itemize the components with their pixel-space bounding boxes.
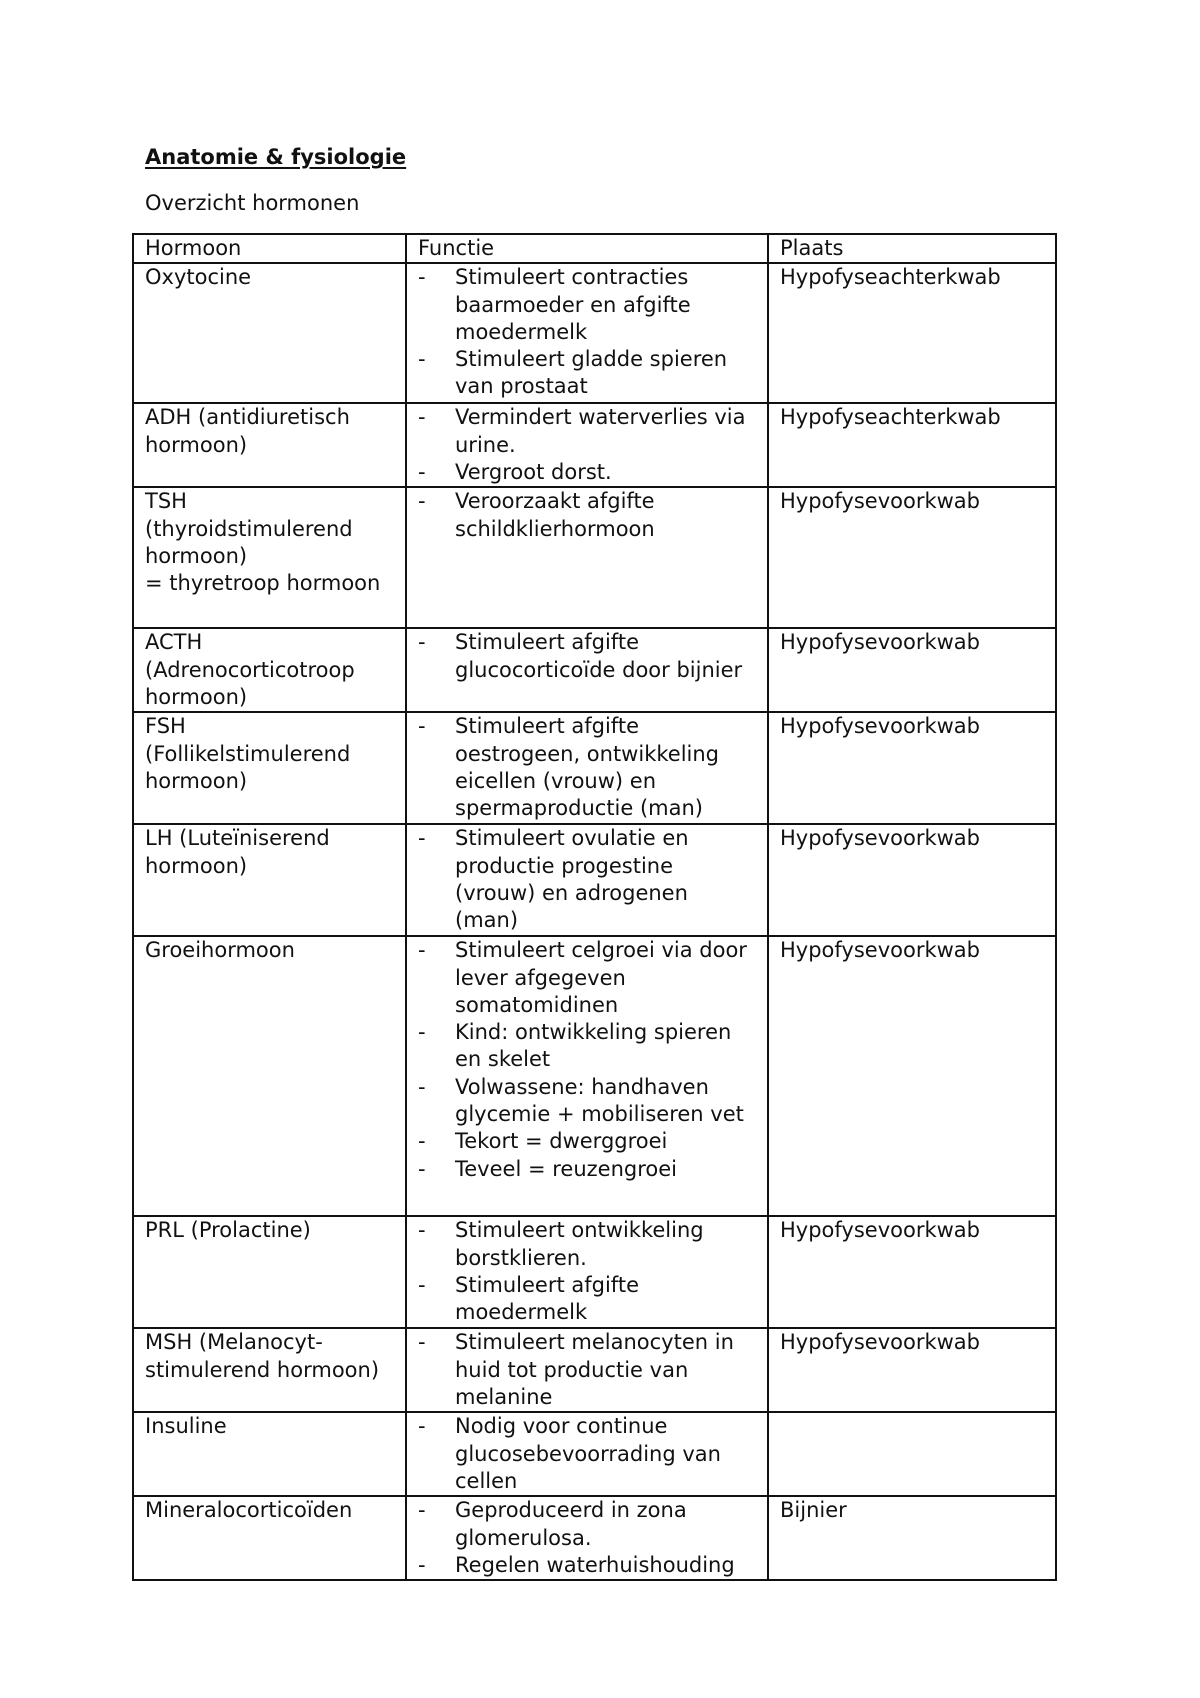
function-item: - Stimuleert gladde spieren van prostaat xyxy=(418,346,757,401)
function-item: - Nodig voor continue glucosebevoorrading van cellen xyxy=(418,1413,757,1495)
function-item: - Stimuleert afgifte glucocorticoïde door bijnier xyxy=(418,629,757,684)
function-list xyxy=(418,1217,757,1326)
place-cell: Bijnier xyxy=(768,1496,1056,1580)
table-row xyxy=(133,628,1056,712)
table-row xyxy=(133,712,1056,824)
table-row xyxy=(133,1412,1056,1496)
function-item: - Regelen waterhuishouding xyxy=(418,1552,757,1579)
place-cell: Hypofysevoorkwab xyxy=(768,712,1056,824)
function-list xyxy=(418,629,757,684)
function-cell xyxy=(406,1412,768,1496)
function-cell xyxy=(406,936,768,1216)
function-item: - Tekort = dwerggroei xyxy=(418,1128,757,1155)
function-cell xyxy=(406,1216,768,1328)
function-item: - Stimuleert melanocyten in huid tot productie van melanine xyxy=(418,1329,757,1411)
function-item: - Kind: ontwikkeling spieren en skelet xyxy=(418,1019,757,1074)
function-item: - Stimuleert contracties baarmoeder en afgifte moedermelk xyxy=(418,264,757,346)
table-row xyxy=(133,403,1056,487)
hormone-cell: Mineralocorticoïden xyxy=(133,1496,406,1580)
function-item: - Stimuleert celgroei via door lever afgegeven somatomidinen xyxy=(418,937,757,1019)
hormone-cell: Insuline xyxy=(133,1412,406,1496)
function-item: - Stimuleert afgifte oestrogeen, ontwikkeling eicellen (vrouw) en spermaproductie (man) xyxy=(418,713,757,822)
hormone-cell: Oxytocine xyxy=(133,263,406,403)
hormone-cell: LH (Luteïniserend hormoon) xyxy=(133,824,406,936)
place-cell: Hypofyseachterkwab xyxy=(768,403,1056,487)
document-title: Anatomie & fysiologie xyxy=(145,145,407,169)
function-cell xyxy=(406,824,768,936)
table-row xyxy=(133,487,1056,628)
column-header-place: Plaats xyxy=(768,234,1056,263)
function-item: - Veroorzaakt afgifte schildklierhormoon xyxy=(418,488,757,543)
function-list xyxy=(418,825,757,934)
function-item: - Stimuleert ovulatie en productie progestine (vrouw) en adrogenen (man) xyxy=(418,825,757,934)
column-header-hormone: Hormoon xyxy=(133,234,406,263)
function-item: - Vermindert waterverlies via urine. xyxy=(418,404,757,459)
hormone-cell: FSH (Follikelstimulerend hormoon) xyxy=(133,712,406,824)
table-row xyxy=(133,936,1056,1216)
table-header-row xyxy=(133,234,1056,263)
place-cell: Hypofyseachterkwab xyxy=(768,263,1056,403)
place-cell: Hypofysevoorkwab xyxy=(768,824,1056,936)
table-row xyxy=(133,1216,1056,1328)
function-list xyxy=(418,713,757,822)
function-list xyxy=(418,1329,757,1411)
place-cell: Hypofysevoorkwab xyxy=(768,628,1056,712)
table-row xyxy=(133,1496,1056,1580)
place-cell: Hypofysevoorkwab xyxy=(768,936,1056,1216)
function-item: - Geproduceerd in zona glomerulosa. xyxy=(418,1497,757,1552)
hormone-cell: ACTH (Adrenocorticotroop hormoon) xyxy=(133,628,406,712)
function-cell xyxy=(406,1328,768,1412)
function-cell xyxy=(406,403,768,487)
hormone-cell: PRL (Prolactine) xyxy=(133,1216,406,1328)
function-list xyxy=(418,937,757,1183)
function-list xyxy=(418,1413,757,1495)
function-cell xyxy=(406,1496,768,1580)
hormone-cell: TSH (thyroidstimulerend hormoon) = thyretroop hormoon xyxy=(133,487,406,628)
function-item: - Vergroot dorst. xyxy=(418,459,757,486)
place-cell: Hypofysevoorkwab xyxy=(768,487,1056,628)
place-cell: Hypofysevoorkwab xyxy=(768,1328,1056,1412)
function-cell xyxy=(406,487,768,628)
function-list xyxy=(418,1497,757,1579)
function-list xyxy=(418,488,757,543)
function-cell xyxy=(406,712,768,824)
hormone-table xyxy=(132,233,1057,1581)
table-row xyxy=(133,1328,1056,1412)
table-row xyxy=(133,824,1056,936)
function-item: - Stimuleert ontwikkeling borstklieren. xyxy=(418,1217,757,1272)
place-cell: Hypofysevoorkwab xyxy=(768,1216,1056,1328)
function-list xyxy=(418,264,757,400)
table-row xyxy=(133,263,1056,403)
function-list xyxy=(418,404,757,486)
function-item: - Teveel = reuzengroei xyxy=(418,1156,757,1183)
hormone-cell: Groeihormoon xyxy=(133,936,406,1216)
function-cell xyxy=(406,628,768,712)
table-body xyxy=(133,263,1056,1580)
function-item: - Volwassene: handhaven glycemie + mobiliseren vet xyxy=(418,1074,757,1129)
document-subtitle: Overzicht hormonen xyxy=(145,191,360,215)
column-header-function: Functie xyxy=(406,234,768,263)
hormone-cell: MSH (Melanocyt-stimulerend hormoon) xyxy=(133,1328,406,1412)
function-cell xyxy=(406,263,768,403)
function-item: - Stimuleert afgifte moedermelk xyxy=(418,1272,757,1327)
place-cell xyxy=(768,1412,1056,1496)
hormone-cell: ADH (antidiuretisch hormoon) xyxy=(133,403,406,487)
